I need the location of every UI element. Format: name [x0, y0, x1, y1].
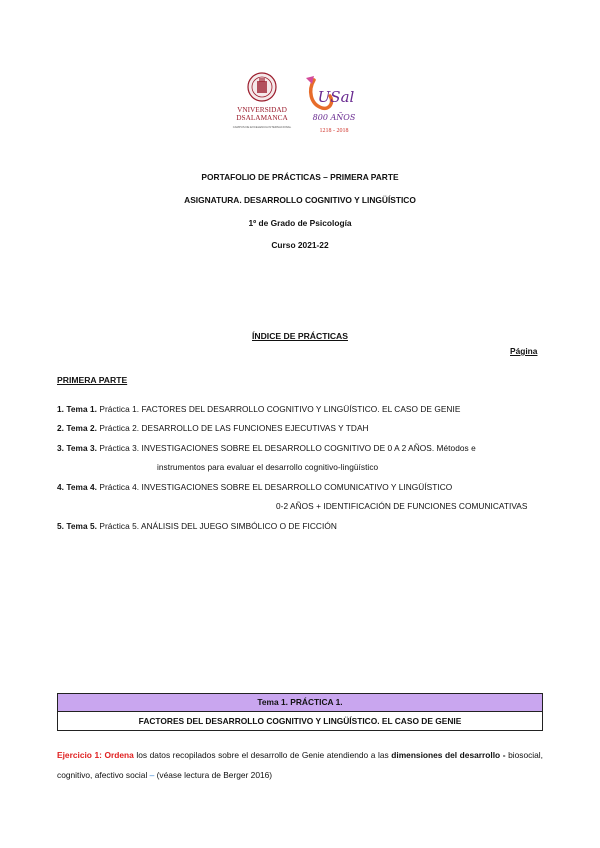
anniversary-mark: USal	[317, 88, 355, 106]
index-item	[57, 443, 476, 453]
exercise-paragraph	[57, 745, 543, 785]
index-item-tema: Tema 4.	[66, 482, 98, 492]
anniversary-dates: 1218 - 2018	[319, 128, 349, 134]
university-logo	[222, 70, 302, 136]
exercise-text-1: los datos recopilados sobre el desarrollo de Genie atendiendo a las	[136, 750, 389, 760]
index-item	[57, 404, 460, 414]
tema-table-subtitle: FACTORES DEL DESARROLLO COGNITIVO Y LINGÜÍSTICO. EL CASO DE GENIE	[138, 716, 462, 726]
grade-line: 1º de Grado de Psicología	[248, 218, 352, 228]
tema-header-table	[57, 693, 543, 731]
index-title: ÍNDICE DE PRÁCTICAS	[252, 331, 348, 341]
anniversary-logo	[300, 70, 368, 136]
page-column-label: Página	[510, 346, 538, 356]
course-line: Curso 2021-22	[271, 240, 329, 250]
exercise-dimensions: dimensiones del desarrollo -	[391, 750, 506, 760]
usal-wordmark-line2: DSALAMANCA	[236, 113, 288, 122]
index-item-num: 2.	[57, 423, 65, 433]
index-item-text: Práctica 3. INVESTIGACIONES SOBRE EL DESARROLLO COGNITIVO DE 0 A 2 AÑOS. Métodos e	[99, 443, 476, 453]
index-item-continuation: 0-2 AÑOS + IDENTIFICACIÓN DE FUNCIONES COMUNICATIVAS	[276, 501, 528, 511]
index-item-tema: Tema 3.	[66, 443, 98, 453]
exercise-label: Ejercicio 1:	[57, 750, 102, 760]
index-item-text: Práctica 2. DESARROLLO DE LAS FUNCIONES EJECUTIVAS Y TDAH	[99, 423, 369, 433]
index-item	[57, 423, 369, 433]
index-item	[57, 482, 452, 492]
anniversary-years: 800 AÑOS	[312, 113, 356, 122]
index-item-text: Práctica 5. ANÁLISIS DEL JUEGO SIMBÓLICO O DE FICCIÓN	[99, 521, 337, 531]
index-item-num: 4.	[57, 482, 65, 492]
index-item	[57, 521, 337, 531]
portfolio-title: PORTAFOLIO DE PRÁCTICAS – PRIMERA PARTE	[201, 172, 399, 182]
subject-title: ASIGNATURA. DESARROLLO COGNITIVO Y LINGÜÍSTICO	[184, 195, 416, 205]
exercise-verb: Ordena	[104, 750, 134, 760]
exercise-text-3: (véase lectura de Berger 2016)	[156, 770, 273, 780]
index-item-tema: Tema 5.	[66, 521, 98, 531]
index-item-num: 3.	[57, 443, 65, 453]
exercise-dash: –	[149, 770, 155, 780]
usal-wordmark-line3: CAMPUS DE EXCELENCIA INTERNACIONAL	[232, 125, 292, 129]
index-item-continuation: instrumentos para evaluar el desarrollo cognitivo-lingüístico	[157, 462, 379, 472]
index-item-num: 1.	[57, 404, 65, 414]
index-item-tema: Tema 2.	[66, 423, 98, 433]
index-item-tema: Tema 1.	[66, 404, 98, 414]
index-item-text: Práctica 4. INVESTIGACIONES SOBRE EL DESARROLLO COMUNICATIVO Y LINGÜÍSTICO	[99, 482, 453, 492]
part-label: PRIMERA PARTE	[57, 375, 128, 385]
tema-table-title: Tema 1. PRÁCTICA 1.	[58, 694, 542, 712]
exercise-text-2: biosocial, cognitivo, afectivo social	[57, 750, 543, 780]
index-item-num: 5.	[57, 521, 65, 531]
index-item-text: Práctica 1. FACTORES DEL DESARROLLO COGNITIVO Y LINGÜÍSTICO. EL CASO DE GENIE	[99, 404, 461, 414]
usal-wordmark-line1: VNIVERSIDAD	[237, 105, 287, 114]
